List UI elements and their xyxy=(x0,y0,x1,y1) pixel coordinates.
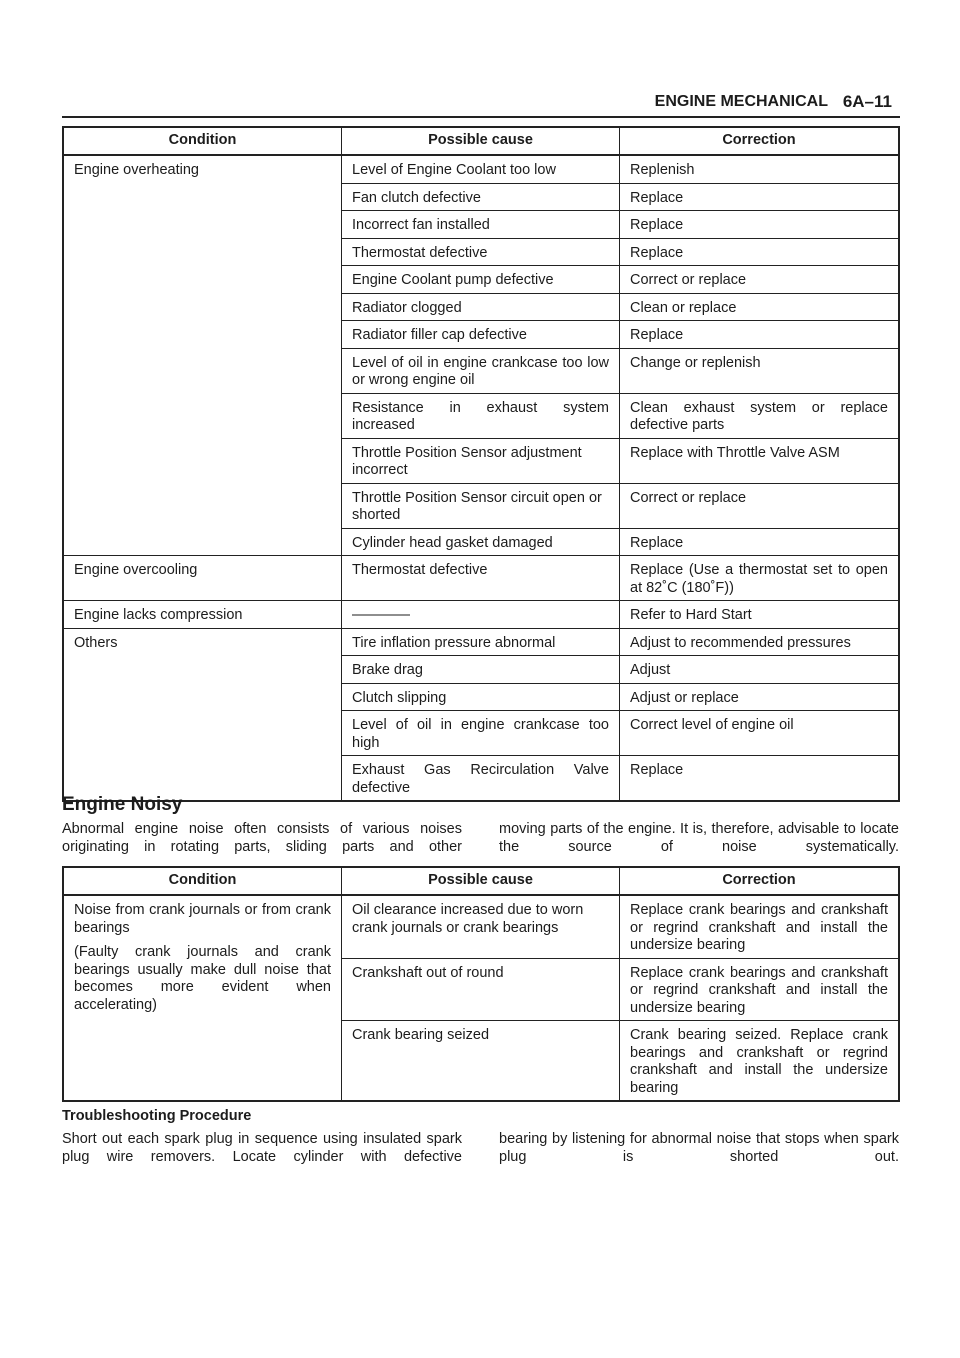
condition-text: Noise from crank journals or from crank bearings xyxy=(74,902,331,936)
cause-cell: Throttle Position Sensor adjustment incorrect xyxy=(342,438,620,483)
correction-cell: Replace xyxy=(620,211,900,239)
correction-cell: Clean exhaust system or replace defective parts xyxy=(620,393,900,438)
header-condition: Condition xyxy=(63,127,342,155)
header-correction: Correction xyxy=(620,867,900,895)
table-row xyxy=(63,601,899,629)
table-row xyxy=(63,556,899,601)
engine-noisy-table xyxy=(62,866,900,1102)
header-possible-cause: Possible cause xyxy=(342,867,620,895)
table-row xyxy=(63,895,899,958)
cause-cell: Clutch slipping xyxy=(342,683,620,711)
cause-cell: Cylinder head gasket damaged xyxy=(342,528,620,556)
correction-cell: Replace with Throttle Valve ASM xyxy=(620,438,900,483)
correction-cell: Adjust to recommended pressures xyxy=(620,628,900,656)
correction-cell: Correct level of engine oil xyxy=(620,711,900,756)
cause-cell: Level of oil in engine crankcase too low or wrong engine oil xyxy=(342,348,620,393)
correction-cell: Replace (Use a thermostat set to open at 82˚C (180˚F)) xyxy=(620,556,900,601)
correction-cell: Replace crank bearings and crankshaft or regrind crankshaft and install the undersize bearing xyxy=(620,958,900,1021)
table-header-row xyxy=(63,867,899,895)
correction-cell: Replenish xyxy=(620,155,900,183)
correction-cell: Replace xyxy=(620,183,900,211)
cause-cell: Incorrect fan installed xyxy=(342,211,620,239)
correction-cell: Clean or replace xyxy=(620,293,900,321)
table-row xyxy=(63,628,899,656)
page-header xyxy=(62,88,900,118)
cause-cell: Fan clutch defective xyxy=(342,183,620,211)
condition-cell: Engine lacks compression xyxy=(63,601,342,629)
correction-cell: Refer to Hard Start xyxy=(620,601,900,629)
condition-cell: Engine overheating xyxy=(63,155,342,556)
cause-cell: Oil clearance increased due to worn crank journals or crank bearings xyxy=(342,895,620,958)
correction-cell: Change or replenish xyxy=(620,348,900,393)
correction-cell: Correct or replace xyxy=(620,483,900,528)
intro-right-column: moving parts of the engine. It is, therefore, advisable to locate the source of noise systematically. xyxy=(499,821,899,855)
cause-cell: Level of oil in engine crankcase too high xyxy=(342,711,620,756)
cause-cell: Radiator clogged xyxy=(342,293,620,321)
cause-cell: Thermostat defective xyxy=(342,238,620,266)
cause-cell: Throttle Position Sensor circuit open or shorted xyxy=(342,483,620,528)
intro-left-column: Abnormal engine noise often consists of various noises originating in rotating parts, sliding parts and other xyxy=(62,821,462,855)
condition-cell: Engine overcooling xyxy=(63,556,342,601)
procedure-left-column: Short out each spark plug in sequence using insulated spark plug wire removers. Locate cylinder with defective xyxy=(62,1131,462,1165)
cause-cell: Crank bearing seized xyxy=(342,1021,620,1102)
condition-note: (Faulty crank journals and crank bearings usually make dull noise that becomes more evident when accelerating) xyxy=(74,944,331,1013)
cause-cell: Crankshaft out of round xyxy=(342,958,620,1021)
correction-cell: Replace xyxy=(620,528,900,556)
correction-cell: Replace crank bearings and crankshaft or regrind crankshaft and install the undersize bearing xyxy=(620,895,900,958)
header-correction: Correction xyxy=(620,127,900,155)
correction-cell: Correct or replace xyxy=(620,266,900,294)
cause-cell: Level of Engine Coolant too low xyxy=(342,155,620,183)
cause-cell: Resistance in exhaust system increased xyxy=(342,393,620,438)
cause-cell: Tire inflation pressure abnormal xyxy=(342,628,620,656)
table-row xyxy=(63,155,899,183)
section-title: Engine Noisy xyxy=(62,794,183,815)
cause-cell: Brake drag xyxy=(342,656,620,684)
condition-cell: Others xyxy=(63,628,342,801)
cause-cell: Thermostat defective xyxy=(342,556,620,601)
section-name: ENGINE MECHANICAL xyxy=(654,93,828,110)
correction-cell: Replace xyxy=(620,321,900,349)
troubleshooting-table xyxy=(62,126,900,802)
page-number: 6A–11 xyxy=(842,92,892,111)
condition-cell xyxy=(63,895,342,1101)
procedure-title: Troubleshooting Procedure xyxy=(62,1108,252,1124)
correction-cell: Replace xyxy=(620,238,900,266)
cause-cell: ———— xyxy=(342,601,620,629)
header-possible-cause: Possible cause xyxy=(342,127,620,155)
procedure-right-column: bearing by listening for abnormal noise that stops when spark plug is shorted out. xyxy=(499,1131,899,1165)
correction-cell: Replace xyxy=(620,756,900,802)
correction-cell: Adjust or replace xyxy=(620,683,900,711)
correction-cell: Adjust xyxy=(620,656,900,684)
cause-cell: Radiator filler cap defective xyxy=(342,321,620,349)
correction-cell: Crank bearing seized. Replace crank bearings and crankshaft or regrind crankshaft and install the undersize bearing xyxy=(620,1021,900,1102)
header-condition: Condition xyxy=(63,867,342,895)
table-header-row xyxy=(63,127,899,155)
cause-cell: Exhaust Gas Recirculation Valve defective xyxy=(342,756,620,802)
cause-cell: Engine Coolant pump defective xyxy=(342,266,620,294)
